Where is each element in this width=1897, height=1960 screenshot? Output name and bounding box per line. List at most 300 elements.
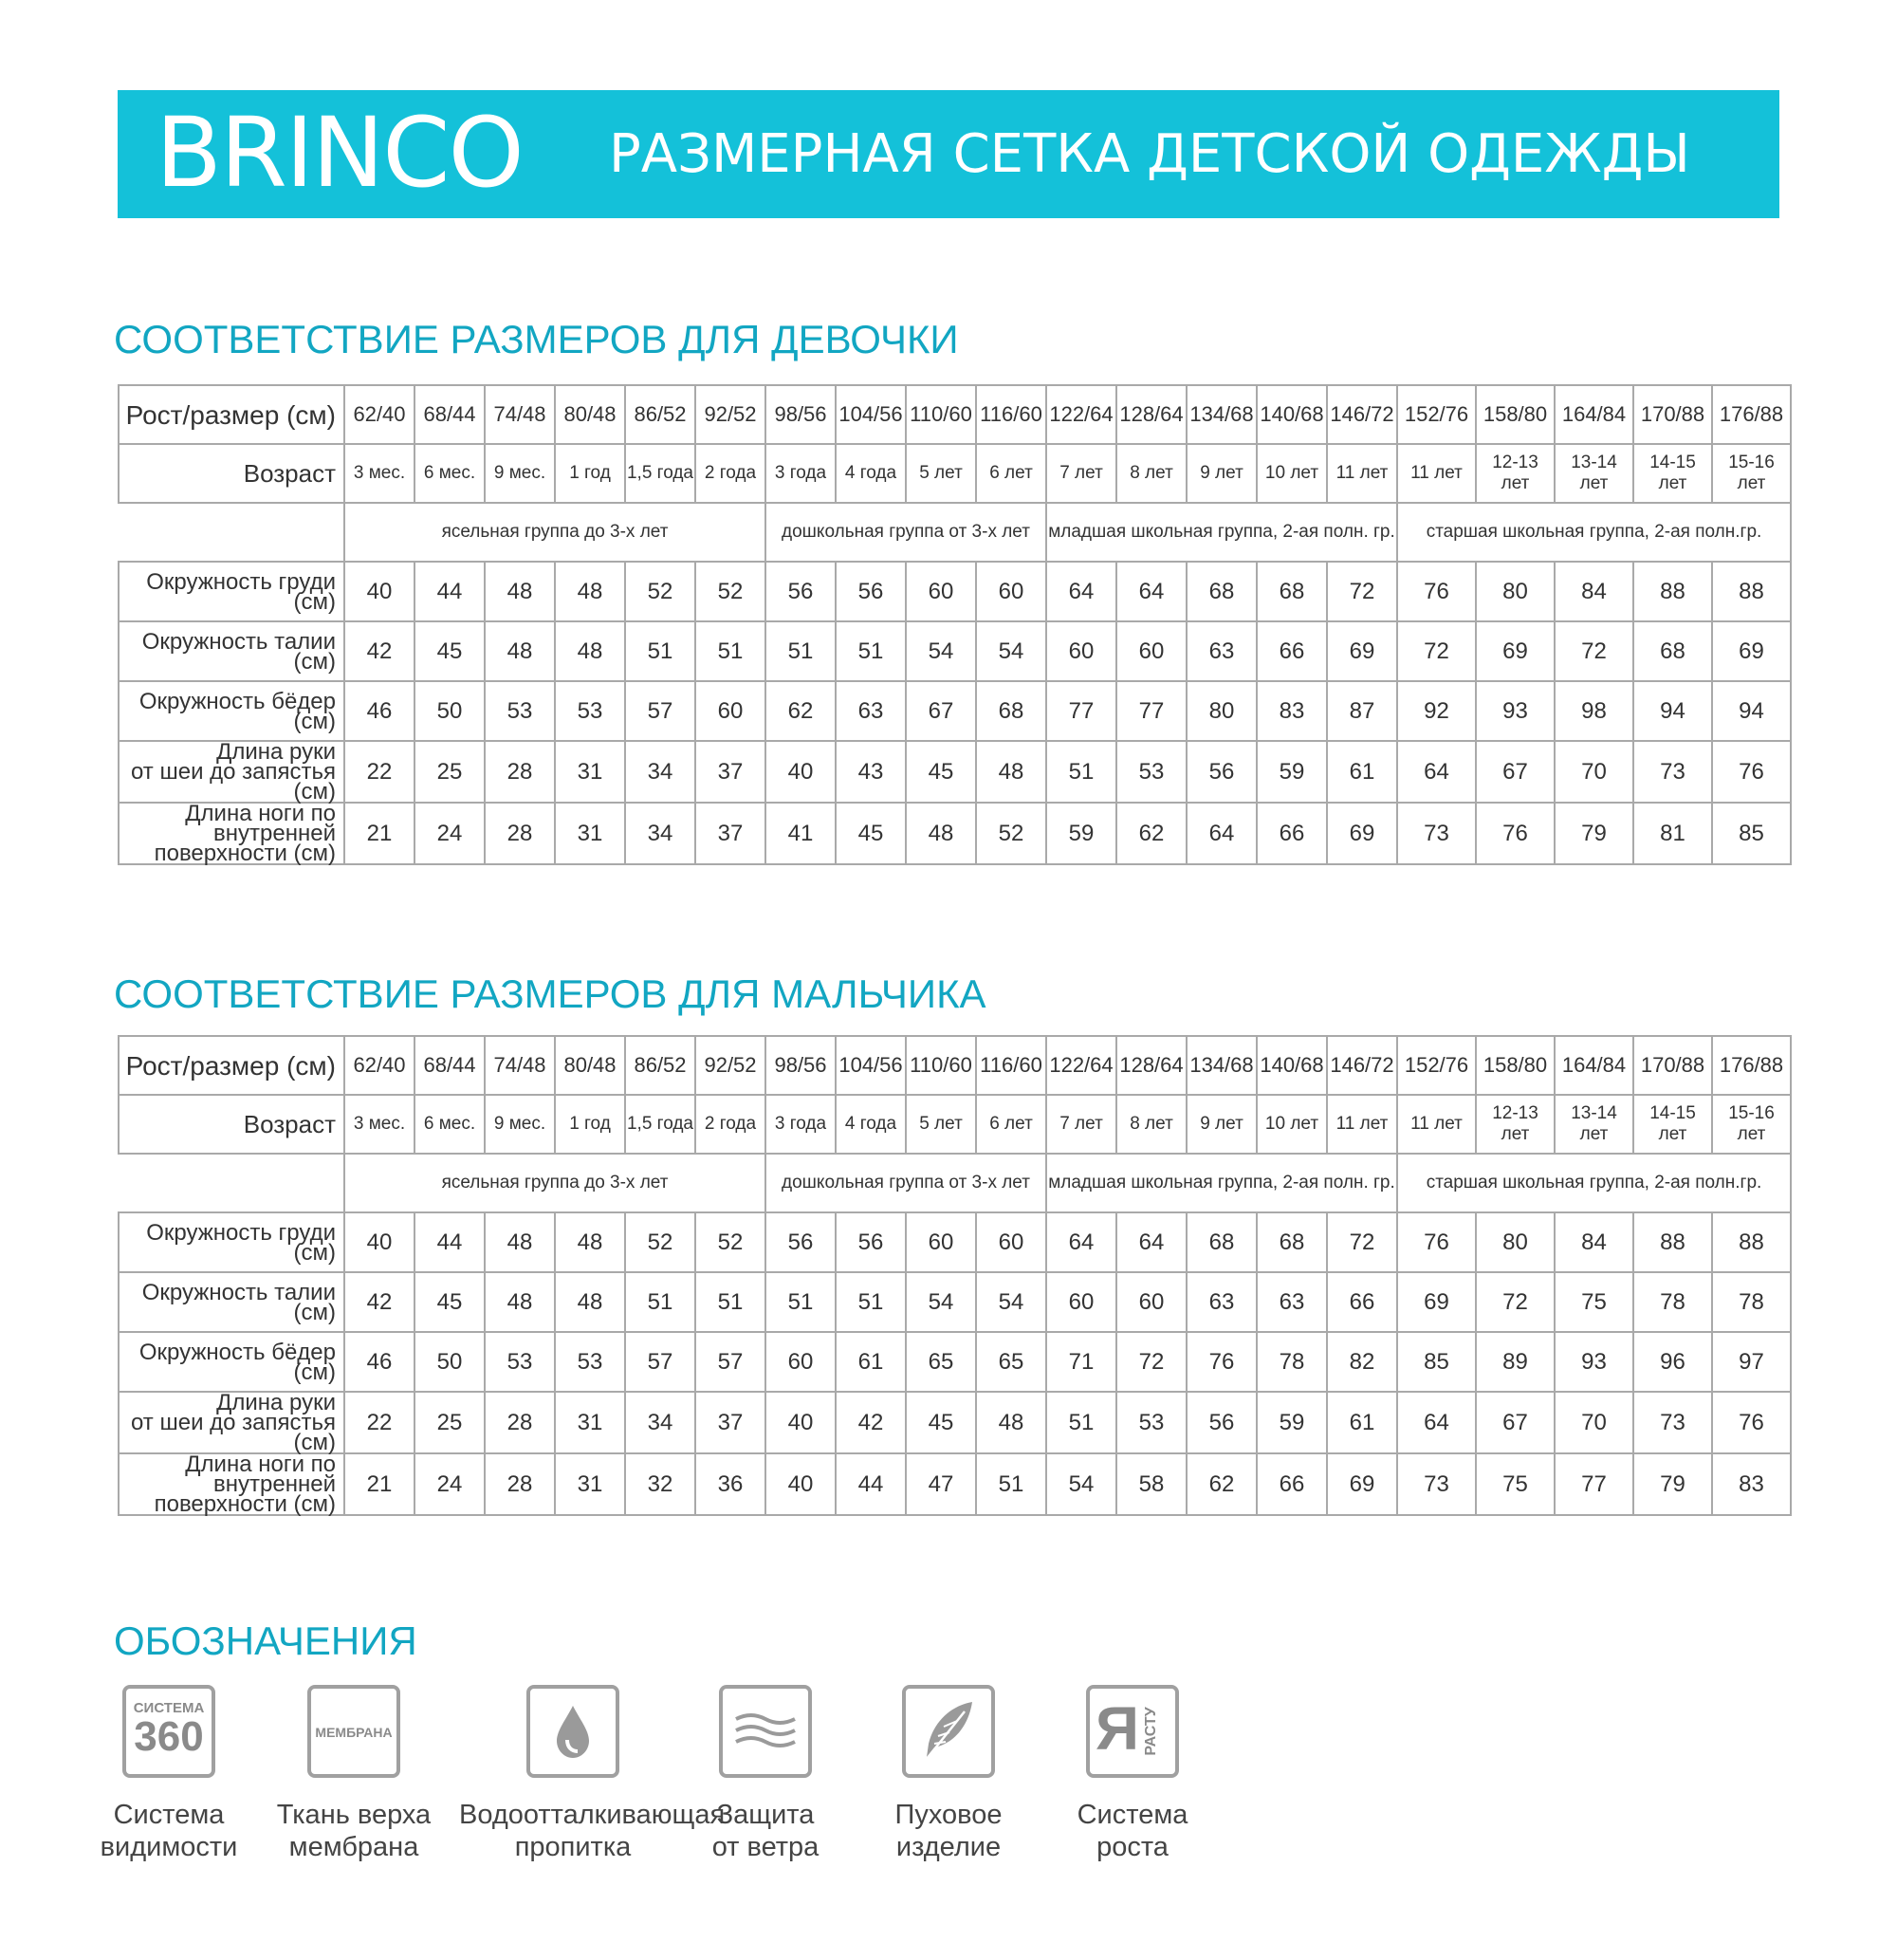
measurement-cell: 56 (836, 562, 906, 621)
age-cell: 12-13 лет (1476, 1095, 1555, 1154)
legend-caption: Защита от ветра (711, 1800, 820, 1862)
age-cell: 12-13 лет (1476, 444, 1555, 503)
measurement-cell: 51 (836, 1272, 906, 1332)
measurement-cell: 48 (485, 1212, 555, 1272)
age-row (119, 444, 1791, 503)
measurement-cell: 45 (414, 1272, 485, 1332)
measurement-cell: 67 (906, 681, 976, 741)
measurement-cell: 68 (1187, 562, 1257, 621)
measurement-cell: 67 (1476, 1392, 1555, 1453)
size-cell: 92/52 (695, 1036, 765, 1095)
measurement-cell: 64 (1187, 803, 1257, 864)
measurement-cell: 77 (1046, 681, 1116, 741)
legend-title: ОБОЗНАЧЕНИЯ (114, 1618, 417, 1663)
measurement-cell: 64 (1116, 562, 1187, 621)
row-label: Окружность бёдер (см) (119, 1332, 344, 1392)
measurement-cell: 72 (1476, 1272, 1555, 1332)
age-cell: 2 года (695, 1095, 765, 1154)
size-cell: 104/56 (836, 385, 906, 444)
measurement-cell: 80 (1476, 1212, 1555, 1272)
measurement-cell: 75 (1555, 1272, 1633, 1332)
size-cell: 122/64 (1046, 385, 1116, 444)
system-360-icon: СИСТЕМА 360 (122, 1685, 215, 1778)
row-label: Возраст (119, 1095, 344, 1154)
measurement-cell: 62 (765, 681, 836, 741)
measurement-cell: 45 (414, 621, 485, 681)
size-cell: 152/76 (1397, 1036, 1476, 1095)
measurement-cell: 42 (344, 621, 414, 681)
measurement-cell: 73 (1397, 1453, 1476, 1515)
page-title: РАЗМЕРНАЯ СЕТКА ДЕТСКОЙ ОДЕЖДЫ (609, 123, 1690, 185)
row-label: Окружность бёдер (см) (119, 681, 344, 741)
size-cell: 104/56 (836, 1036, 906, 1095)
size-cell: 176/88 (1712, 1036, 1791, 1095)
measurement-cell: 53 (1116, 741, 1187, 803)
size-cell: 164/84 (1555, 385, 1633, 444)
measurement-cell: 32 (625, 1453, 695, 1515)
feather-icon (902, 1685, 995, 1778)
measurement-cell: 37 (695, 1392, 765, 1453)
row-label: Длина ноги по внутренней поверхности (см) (119, 803, 344, 864)
measurement-cell: 31 (555, 803, 625, 864)
measurement-cell: 54 (976, 1272, 1046, 1332)
age-cell: 6 мес. (414, 444, 485, 503)
boys-size-table (118, 1035, 1792, 1516)
age-cell: 10 лет (1257, 444, 1327, 503)
measurement-cell: 73 (1633, 1392, 1712, 1453)
measurement-cell: 21 (344, 1453, 414, 1515)
measurement-cell: 56 (836, 1212, 906, 1272)
age-cell: 3 года (765, 1095, 836, 1154)
measurement-cell: 57 (625, 681, 695, 741)
measurement-cell: 72 (1327, 562, 1397, 621)
size-cell: 170/88 (1633, 385, 1712, 444)
size-cell: 62/40 (344, 385, 414, 444)
measurement-cell: 34 (625, 1392, 695, 1453)
measurement-row (119, 562, 1791, 621)
size-row (119, 1036, 1791, 1095)
measurement-cell: 73 (1633, 741, 1712, 803)
age-cell: 6 лет (976, 1095, 1046, 1154)
size-cell: 140/68 (1257, 385, 1327, 444)
measurement-cell: 48 (485, 562, 555, 621)
measurement-cell: 40 (765, 1453, 836, 1515)
group-row (119, 1154, 1791, 1212)
measurement-cell: 31 (555, 741, 625, 803)
measurement-row (119, 741, 1791, 803)
measurement-cell: 37 (695, 741, 765, 803)
measurement-cell: 84 (1555, 1212, 1633, 1272)
measurement-cell: 56 (1187, 1392, 1257, 1453)
measurement-cell: 60 (765, 1332, 836, 1392)
measurement-cell: 51 (695, 621, 765, 681)
legend-caption: Пуховое изделие (894, 1800, 1003, 1862)
age-cell: 4 года (836, 444, 906, 503)
measurement-cell: 51 (976, 1453, 1046, 1515)
size-cell: 92/52 (695, 385, 765, 444)
measurement-cell: 96 (1633, 1332, 1712, 1392)
size-cell: 158/80 (1476, 1036, 1555, 1095)
size-cell: 74/48 (485, 1036, 555, 1095)
measurement-row (119, 681, 1791, 741)
measurement-cell: 48 (485, 1272, 555, 1332)
measurement-cell: 77 (1116, 681, 1187, 741)
measurement-cell: 76 (1397, 1212, 1476, 1272)
row-label: Окружность талии (см) (119, 1272, 344, 1332)
legend-item-growth (1028, 1685, 1237, 1863)
measurement-cell: 25 (414, 741, 485, 803)
size-cell: 68/44 (414, 1036, 485, 1095)
measurement-cell: 28 (485, 1453, 555, 1515)
age-cell: 1,5 года (625, 444, 695, 503)
measurement-cell: 48 (906, 803, 976, 864)
measurement-cell: 53 (1116, 1392, 1187, 1453)
size-cell: 98/56 (765, 385, 836, 444)
age-cell: 9 мес. (485, 444, 555, 503)
measurement-cell: 48 (555, 1272, 625, 1332)
measurement-cell: 69 (1327, 1453, 1397, 1515)
age-group-cell: дошкольная группа от 3-х лет (765, 503, 1046, 562)
measurement-cell: 53 (485, 1332, 555, 1392)
age-cell: 5 лет (906, 444, 976, 503)
measurement-cell: 48 (485, 621, 555, 681)
age-cell: 9 мес. (485, 1095, 555, 1154)
age-cell: 3 года (765, 444, 836, 503)
row-label: Окружность груди (см) (119, 1212, 344, 1272)
row-label: Окружность груди (см) (119, 562, 344, 621)
size-row (119, 385, 1791, 444)
age-cell: 9 лет (1187, 444, 1257, 503)
legend-caption: Водоотталкивающая пропитка (459, 1800, 726, 1862)
measurement-cell: 83 (1712, 1453, 1791, 1515)
ya-rastu-icon: Я РАСТУ (1086, 1685, 1179, 1778)
measurement-cell: 48 (555, 621, 625, 681)
measurement-cell: 60 (906, 1212, 976, 1272)
measurement-cell: 88 (1712, 562, 1791, 621)
row-label: Возраст (119, 444, 344, 503)
size-cell: 146/72 (1327, 385, 1397, 444)
measurement-cell: 70 (1555, 1392, 1633, 1453)
measurement-row (119, 1453, 1791, 1515)
row-label: Окружность талии (см) (119, 621, 344, 681)
measurement-cell: 72 (1116, 1332, 1187, 1392)
measurement-cell: 76 (1187, 1332, 1257, 1392)
age-cell: 2 года (695, 444, 765, 503)
measurement-cell: 66 (1257, 803, 1327, 864)
measurement-cell: 60 (976, 1212, 1046, 1272)
measurement-cell: 40 (765, 1392, 836, 1453)
measurement-cell: 84 (1555, 562, 1633, 621)
measurement-cell: 51 (765, 621, 836, 681)
measurement-cell: 60 (1116, 1272, 1187, 1332)
measurement-cell: 62 (1187, 1453, 1257, 1515)
measurement-cell: 34 (625, 803, 695, 864)
age-cell: 14-15 лет (1633, 1095, 1712, 1154)
measurement-cell: 68 (1187, 1212, 1257, 1272)
measurement-cell: 44 (414, 1212, 485, 1272)
measurement-cell: 72 (1397, 621, 1476, 681)
measurement-cell: 88 (1712, 1212, 1791, 1272)
age-cell: 3 мес. (344, 444, 414, 503)
measurement-cell: 60 (906, 562, 976, 621)
age-group-cell: дошкольная группа от 3-х лет (765, 1154, 1046, 1212)
measurement-cell: 63 (1187, 1272, 1257, 1332)
measurement-cell: 61 (836, 1332, 906, 1392)
legend-item-water-repellent (459, 1685, 726, 1863)
measurement-row (119, 1272, 1791, 1332)
age-group-cell: ясельная группа до 3-х лет (344, 1154, 765, 1212)
measurement-cell: 63 (1257, 1272, 1327, 1332)
measurement-cell: 53 (555, 1332, 625, 1392)
measurement-cell: 65 (976, 1332, 1046, 1392)
measurement-cell: 63 (836, 681, 906, 741)
measurement-cell: 51 (765, 1272, 836, 1332)
size-cell: 80/48 (555, 385, 625, 444)
measurement-cell: 63 (1187, 621, 1257, 681)
measurement-cell: 64 (1046, 562, 1116, 621)
measurement-cell: 70 (1555, 741, 1633, 803)
measurement-cell: 69 (1397, 1272, 1476, 1332)
measurement-cell: 60 (1046, 621, 1116, 681)
measurement-cell: 56 (765, 1212, 836, 1272)
measurement-cell: 66 (1327, 1272, 1397, 1332)
measurement-cell: 40 (344, 562, 414, 621)
measurement-cell: 41 (765, 803, 836, 864)
measurement-cell: 52 (695, 1212, 765, 1272)
measurement-cell: 54 (976, 621, 1046, 681)
measurement-cell: 54 (906, 621, 976, 681)
age-cell: 1 год (555, 444, 625, 503)
measurement-cell: 67 (1476, 741, 1555, 803)
row-label: Длина руки от шеи до запястья (см) (119, 1392, 344, 1453)
measurement-cell: 50 (414, 1332, 485, 1392)
size-cell: 74/48 (485, 385, 555, 444)
measurement-cell: 69 (1327, 621, 1397, 681)
measurement-cell: 52 (976, 803, 1046, 864)
measurement-cell: 51 (695, 1272, 765, 1332)
age-cell: 10 лет (1257, 1095, 1327, 1154)
measurement-cell: 69 (1712, 621, 1791, 681)
size-cell: 170/88 (1633, 1036, 1712, 1095)
age-cell: 3 мес. (344, 1095, 414, 1154)
age-group-cell: старшая школьная группа, 2-ая полн.гр. (1397, 503, 1791, 562)
measurement-cell: 76 (1476, 803, 1555, 864)
size-cell: 86/52 (625, 1036, 695, 1095)
measurement-cell: 78 (1712, 1272, 1791, 1332)
legend-item-visibility (64, 1685, 273, 1863)
measurement-cell: 68 (1257, 562, 1327, 621)
age-cell: 1 год (555, 1095, 625, 1154)
size-cell: 86/52 (625, 385, 695, 444)
legend-caption: Система видимости (100, 1800, 238, 1862)
age-cell: 6 лет (976, 444, 1046, 503)
measurement-cell: 42 (836, 1392, 906, 1453)
measurement-cell: 34 (625, 741, 695, 803)
measurement-cell: 87 (1327, 681, 1397, 741)
measurement-cell: 47 (906, 1453, 976, 1515)
measurement-cell: 59 (1046, 803, 1116, 864)
measurement-cell: 62 (1116, 803, 1187, 864)
measurement-cell: 24 (414, 1453, 485, 1515)
measurement-cell: 79 (1555, 803, 1633, 864)
measurement-cell: 24 (414, 803, 485, 864)
measurement-cell: 82 (1327, 1332, 1397, 1392)
age-cell: 11 лет (1327, 1095, 1397, 1154)
measurement-cell: 60 (1116, 621, 1187, 681)
row-label: Рост/размер (см) (119, 385, 344, 444)
measurement-cell: 64 (1397, 741, 1476, 803)
measurement-cell: 73 (1397, 803, 1476, 864)
measurement-cell: 25 (414, 1392, 485, 1453)
age-cell: 1,5 года (625, 1095, 695, 1154)
size-cell: 176/88 (1712, 385, 1791, 444)
size-cell: 110/60 (906, 385, 976, 444)
measurement-cell: 61 (1327, 741, 1397, 803)
measurement-cell: 51 (1046, 1392, 1116, 1453)
measurement-cell: 22 (344, 741, 414, 803)
size-cell: 164/84 (1555, 1036, 1633, 1095)
size-cell: 128/64 (1116, 385, 1187, 444)
measurement-cell: 98 (1555, 681, 1633, 741)
measurement-cell: 48 (555, 562, 625, 621)
measurement-row (119, 1332, 1791, 1392)
brand-logo: BRINCO (156, 97, 523, 210)
measurement-cell: 44 (836, 1453, 906, 1515)
age-cell: 4 года (836, 1095, 906, 1154)
measurement-cell: 48 (976, 1392, 1046, 1453)
measurement-cell: 76 (1397, 562, 1476, 621)
age-cell: 14-15 лет (1633, 444, 1712, 503)
measurement-cell: 46 (344, 681, 414, 741)
measurement-cell: 45 (836, 803, 906, 864)
measurement-cell: 93 (1476, 681, 1555, 741)
girls-section-title: СООТВЕТСТВИЕ РАЗМЕРОВ ДЛЯ ДЕВОЧКИ (114, 317, 959, 361)
size-cell: 128/64 (1116, 1036, 1187, 1095)
size-cell: 98/56 (765, 1036, 836, 1095)
measurement-cell: 42 (344, 1272, 414, 1332)
size-cell: 146/72 (1327, 1036, 1397, 1095)
measurement-cell: 65 (906, 1332, 976, 1392)
measurement-cell: 57 (695, 1332, 765, 1392)
measurement-cell: 69 (1327, 803, 1397, 864)
measurement-cell: 83 (1257, 681, 1327, 741)
age-cell: 13-14 лет (1555, 1095, 1633, 1154)
measurement-cell: 88 (1633, 562, 1712, 621)
measurement-cell: 97 (1712, 1332, 1791, 1392)
measurement-cell: 51 (625, 1272, 695, 1332)
measurement-cell: 76 (1712, 1392, 1791, 1453)
header-banner (118, 90, 1779, 218)
age-row (119, 1095, 1791, 1154)
age-group-cell: младшая школьная группа, 2-ая полн. гр. (1046, 503, 1397, 562)
measurement-cell: 85 (1397, 1332, 1476, 1392)
age-cell: 5 лет (906, 1095, 976, 1154)
group-row (119, 503, 1791, 562)
row-label: Длина ноги по внутренней поверхности (см) (119, 1453, 344, 1515)
measurement-cell: 61 (1327, 1392, 1397, 1453)
measurement-cell: 50 (414, 681, 485, 741)
measurement-cell: 81 (1633, 803, 1712, 864)
measurement-cell: 78 (1257, 1332, 1327, 1392)
measurement-cell: 79 (1633, 1453, 1712, 1515)
measurement-cell: 44 (414, 562, 485, 621)
measurement-cell: 57 (625, 1332, 695, 1392)
age-cell: 13-14 лет (1555, 444, 1633, 503)
measurement-cell: 66 (1257, 1453, 1327, 1515)
measurement-cell: 60 (695, 681, 765, 741)
size-cell: 80/48 (555, 1036, 625, 1095)
measurement-cell: 53 (555, 681, 625, 741)
membrane-icon: МЕМБРАНА (307, 1685, 400, 1778)
legend-item-down (844, 1685, 1053, 1863)
measurement-row (119, 1392, 1791, 1453)
size-cell: 134/68 (1187, 385, 1257, 444)
measurement-cell: 80 (1476, 562, 1555, 621)
measurement-cell: 76 (1712, 741, 1791, 803)
measurement-cell: 51 (625, 621, 695, 681)
boys-section-title: СООТВЕТСТВИЕ РАЗМЕРОВ ДЛЯ МАЛЬЧИКА (114, 971, 986, 1016)
measurement-cell: 21 (344, 803, 414, 864)
measurement-cell: 78 (1633, 1272, 1712, 1332)
age-cell: 11 лет (1327, 444, 1397, 503)
measurement-cell: 40 (765, 741, 836, 803)
measurement-cell: 71 (1046, 1332, 1116, 1392)
measurement-cell: 85 (1712, 803, 1791, 864)
measurement-cell: 94 (1712, 681, 1791, 741)
row-label: Рост/размер (см) (119, 1036, 344, 1095)
measurement-cell: 51 (836, 621, 906, 681)
measurement-cell: 60 (976, 562, 1046, 621)
size-cell: 122/64 (1046, 1036, 1116, 1095)
measurement-cell: 48 (976, 741, 1046, 803)
measurement-cell: 89 (1476, 1332, 1555, 1392)
measurement-cell: 51 (1046, 741, 1116, 803)
measurement-cell: 54 (906, 1272, 976, 1332)
age-group-cell: старшая школьная группа, 2-ая полн.гр. (1397, 1154, 1791, 1212)
age-cell: 7 лет (1046, 1095, 1116, 1154)
measurement-cell: 68 (976, 681, 1046, 741)
wind-icon (719, 1685, 812, 1778)
measurement-cell: 80 (1187, 681, 1257, 741)
legend-item-membrane (249, 1685, 458, 1863)
age-group-cell: ясельная группа до 3-х лет (344, 503, 765, 562)
measurement-cell: 75 (1476, 1453, 1555, 1515)
age-cell: 9 лет (1187, 1095, 1257, 1154)
measurement-cell: 53 (485, 681, 555, 741)
age-group-cell: младшая школьная группа, 2-ая полн. гр. (1046, 1154, 1397, 1212)
measurement-cell: 72 (1555, 621, 1633, 681)
measurement-cell: 88 (1633, 1212, 1712, 1272)
measurement-cell: 36 (695, 1453, 765, 1515)
legend-caption: Система роста (1077, 1800, 1188, 1862)
size-cell: 158/80 (1476, 385, 1555, 444)
measurement-cell: 64 (1397, 1392, 1476, 1453)
age-cell: 11 лет (1397, 444, 1476, 503)
measurement-cell: 66 (1257, 621, 1327, 681)
measurement-cell: 72 (1327, 1212, 1397, 1272)
measurement-cell: 69 (1476, 621, 1555, 681)
measurement-cell: 45 (906, 741, 976, 803)
measurement-cell: 60 (1046, 1272, 1116, 1332)
measurement-cell: 43 (836, 741, 906, 803)
measurement-cell: 68 (1257, 1212, 1327, 1272)
size-cell: 134/68 (1187, 1036, 1257, 1095)
legend-item-wind-protection (661, 1685, 870, 1863)
measurement-cell: 58 (1116, 1453, 1187, 1515)
age-cell: 7 лет (1046, 444, 1116, 503)
size-cell: 62/40 (344, 1036, 414, 1095)
size-cell: 68/44 (414, 385, 485, 444)
